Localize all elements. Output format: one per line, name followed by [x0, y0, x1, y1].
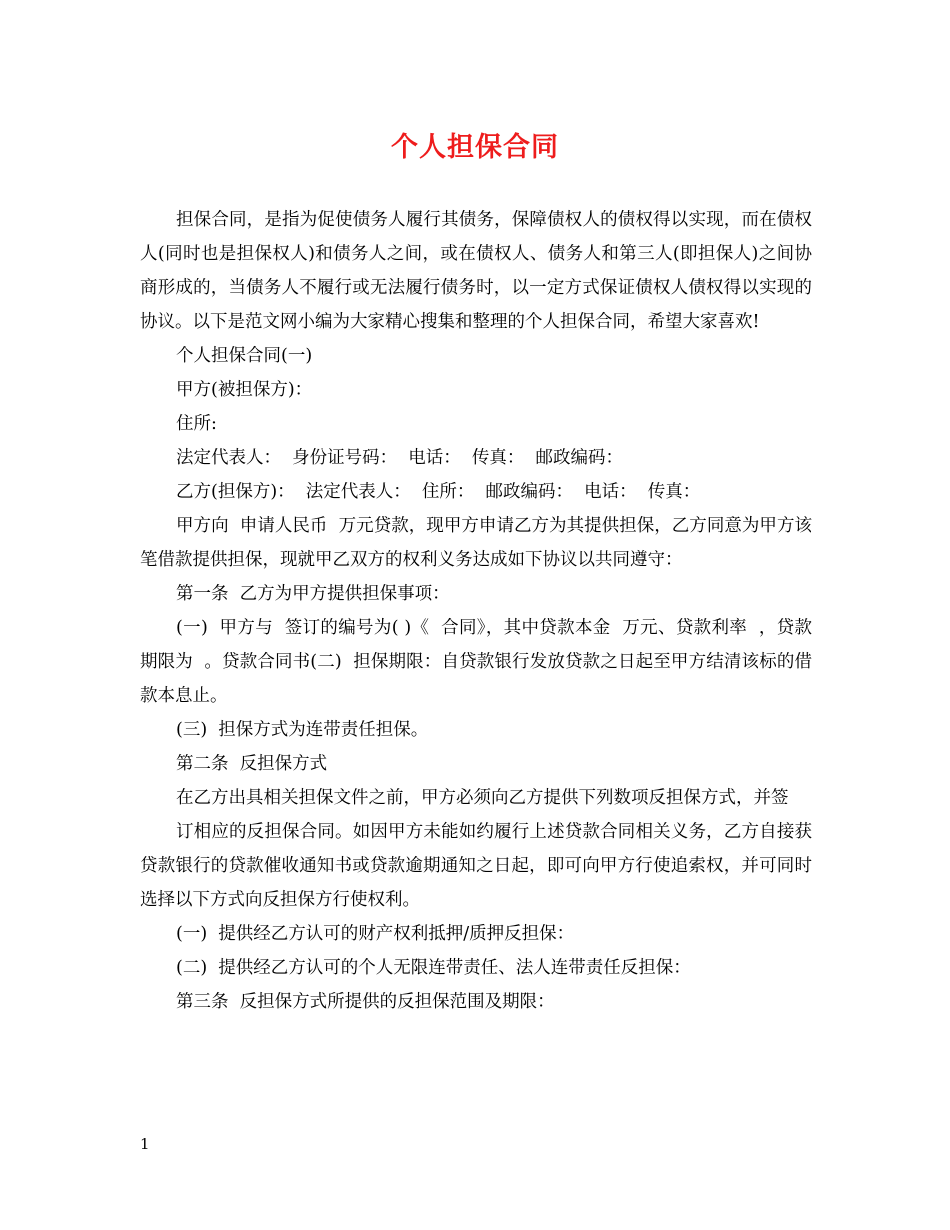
article-2-paragraph: 在乙方出具相关担保文件之前，甲方必须向乙方提供下列数项反担保方式，并签	[176, 788, 789, 808]
party-b-line: 乙方(担保方)： 法定代表人： 住所： 邮政编码： 电话： 传真：	[176, 482, 701, 502]
article-3-heading: 第三条 反担保方式所提供的反担保范围及期限：	[176, 992, 555, 1012]
article-1-item-3: (三) 担保方式为连带责任担保。	[176, 720, 429, 740]
loan-paragraph: 甲方向 申请人民币 万元贷款，现甲方申请乙方为其提供担保，乙方同意为甲方该笔借款提供担保，现就甲乙双方的权利义务达成如下协议以共同遵守：	[140, 516, 812, 570]
article-1-item-1: (一) 甲方与 签订的编号为( )《 合同》，其中贷款本金 万元、贷款利率 ，贷款期限为 。贷款合同书(二) 担保期限：自贷款银行发放贷款之日起至甲方结清该标的借款本息止。	[140, 618, 812, 706]
representative-line: 法定代表人： 身份证号码： 电话： 传真： 邮政编码：	[176, 448, 624, 468]
article-2-item-1: (一) 提供经乙方认可的财产权利抵押/质押反担保：	[176, 924, 575, 944]
article-2-continuation: 订相应的反担保合同。如因甲方未能如约履行上述贷款合同相关义务，乙方自接获贷款银行的贷款催收通知书或贷款逾期通知之日起，即可向甲方行使追索权，并可同时选择以下方式向反担保方行使权利。	[140, 822, 812, 910]
document-title: 个人担保合同	[391, 132, 559, 163]
party-a-line: 甲方(被担保方)：	[176, 380, 313, 400]
document-body	[140, 203, 812, 1019]
article-2-item-2: (二) 提供经乙方认可的个人无限连带责任、法人连带责任反担保：	[176, 958, 691, 978]
contract-heading: 个人担保合同(一)	[176, 346, 313, 366]
intro-paragraph: 担保合同，是指为促使债务人履行其债务，保障债权人的债权得以实现，而在债权人(同时也是担保权人)和债务人之间，或在债权人、债务人和第三人(即担保人)之间协商形成的，当债务人不履行或无法履行债务时，以一定方式保证债权人债权得以实现的协议。以下是范文网小编为大家精心搜集和整理的个人担保合同，希望大家喜欢!	[140, 210, 812, 332]
article-1-heading: 第一条 乙方为甲方提供担保事项：	[176, 584, 450, 604]
article-2-heading: 第二条 反担保方式	[176, 754, 328, 774]
address-line: 住所:	[176, 414, 217, 434]
page-number: 1	[140, 1135, 150, 1153]
